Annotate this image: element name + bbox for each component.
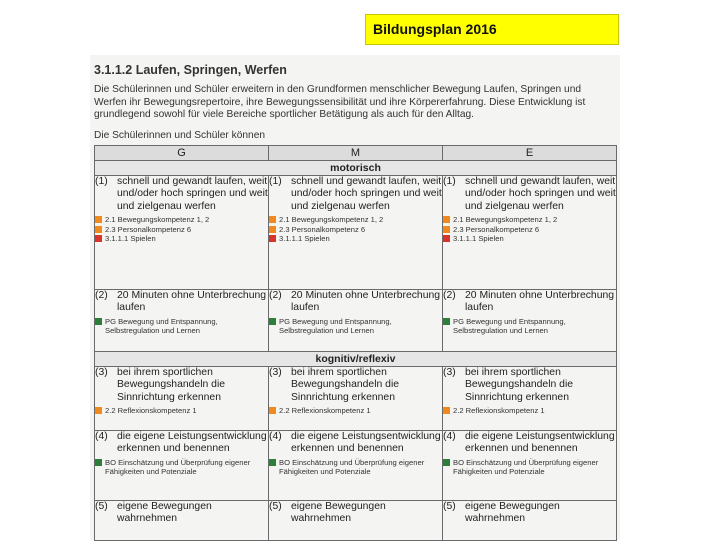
cell-g-2	[95, 290, 269, 352]
cell-m-3	[269, 367, 443, 431]
title-banner	[365, 14, 619, 45]
item-number: (1)	[269, 176, 282, 187]
item-number: (3)	[95, 367, 108, 378]
green-square-icon	[269, 459, 276, 466]
item-text: eigene Bewegungen wahrnehmen	[291, 501, 386, 525]
orange-square-icon	[269, 216, 276, 223]
item-text: 20 Minuten ohne Unterbrechung laufen	[465, 290, 615, 314]
category-row	[95, 352, 617, 367]
section-title: 3.1.1.2 Laufen, Springen, Werfen	[94, 63, 287, 77]
red-square-icon	[269, 235, 276, 242]
item-number: (4)	[95, 431, 108, 442]
red-square-icon	[95, 235, 102, 242]
cell-m-5	[269, 501, 443, 541]
item-text: 20 Minuten ohne Unterbrechung laufen	[291, 290, 441, 314]
table-row	[95, 431, 617, 501]
orange-square-icon	[269, 407, 276, 414]
orange-square-icon	[269, 226, 276, 233]
cell-m-2	[269, 290, 443, 352]
category-row	[95, 161, 617, 176]
header-row	[95, 146, 617, 161]
item-text: die eigene Leistungsentwicklung erkennen und benennen	[291, 431, 441, 455]
cell-e-5	[443, 501, 617, 541]
item-number: (3)	[269, 367, 282, 378]
column-header-g: G	[95, 146, 269, 161]
ref-text: 2.1 Bewegungskompetenz 1, 2	[453, 215, 558, 225]
item-number: (5)	[95, 501, 108, 512]
cell-m-4	[269, 431, 443, 501]
green-square-icon	[269, 318, 276, 325]
document-page	[90, 55, 620, 540]
ref-text: 3.1.1.1 Spielen	[279, 234, 330, 244]
ref-text: PG Bewegung und Entspannung, Selbstregulation und Lernen	[453, 316, 566, 336]
banner-title: Bildungsplan 2016	[373, 21, 497, 37]
green-square-icon	[443, 318, 450, 325]
ref-text: BO Einschätzung und Überprüfung eigener Fähigkeiten und Potenziale	[279, 457, 425, 477]
table-row	[95, 501, 617, 541]
item-number: (1)	[95, 176, 108, 187]
item-number: (1)	[443, 176, 456, 187]
item-text: eigene Bewegungen wahrnehmen	[117, 501, 212, 525]
item-text: die eigene Leistungsentwicklung erkennen und benennen	[465, 431, 615, 455]
ref-text: 2.2 Reflexionskompetenz 1	[105, 406, 197, 416]
item-number: (5)	[443, 501, 456, 512]
ref-text: 3.1.1.1 Spielen	[453, 234, 504, 244]
item-number: (4)	[269, 431, 282, 442]
cell-e-2	[443, 290, 617, 352]
competency-table	[94, 145, 617, 541]
cell-e-1	[443, 176, 617, 290]
category-motorisch: motorisch	[95, 161, 617, 176]
orange-square-icon	[443, 216, 450, 223]
cell-m-1	[269, 176, 443, 290]
ref-text: 2.2 Reflexionskompetenz 1	[453, 406, 545, 416]
ref-text: 3.1.1.1 Spielen	[105, 234, 156, 244]
ref-text: 2.1 Bewegungskompetenz 1, 2	[105, 215, 210, 225]
ref-text: 2.3 Personalkompetenz 6	[453, 224, 540, 234]
item-text: 20 Minuten ohne Unterbrechung laufen	[117, 290, 267, 314]
red-square-icon	[443, 235, 450, 242]
cell-g-4	[95, 431, 269, 501]
cell-e-4	[443, 431, 617, 501]
item-text: bei ihrem sportlichen Bewegungshandeln die Sinnrichtung erkennen	[465, 367, 574, 403]
table-row	[95, 176, 617, 290]
item-text: schnell und gewandt laufen, weit und/oder hoch springen und weit und zielgenau werfen	[465, 176, 616, 212]
category-kognitiv: kognitiv/reflexiv	[95, 352, 617, 367]
green-square-icon	[95, 459, 102, 466]
green-square-icon	[443, 459, 450, 466]
ref-text: BO Einschätzung und Überprüfung eigener Fähigkeiten und Potenziale	[453, 457, 599, 477]
ref-text: BO Einschätzung und Überprüfung eigener Fähigkeiten und Potenziale	[105, 457, 251, 477]
ref-text: 2.2 Reflexionskompetenz 1	[279, 406, 371, 416]
orange-square-icon	[95, 216, 102, 223]
item-number: (3)	[443, 367, 456, 378]
green-square-icon	[95, 318, 102, 325]
cell-g-1	[95, 176, 269, 290]
ref-text: PG Bewegung und Entspannung, Selbstregulation und Lernen	[279, 316, 392, 336]
item-number: (5)	[269, 501, 282, 512]
item-text: schnell und gewandt laufen, weit und/oder hoch springen und weit und zielgenau werfen	[291, 176, 442, 212]
lead-sentence: Die Schülerinnen und Schüler können	[94, 130, 266, 141]
orange-square-icon	[443, 407, 450, 414]
cell-g-5	[95, 501, 269, 541]
ref-text: 2.3 Personalkompetenz 6	[279, 224, 366, 234]
item-number: (2)	[443, 290, 456, 301]
intro-paragraph: Die Schülerinnen und Schüler erweitern in den Grundformen menschlicher Bewegung Laufen, Springen und Werfen ihr Bewegungsrepertoire, ihre Bewegungssensibilität und ihre Körpererfahrung. Diese Entwicklung ist grundlegend sowohl für viele Bereiche sportlicher Betätigung als auch für den Alltag.	[94, 84, 586, 120]
item-number: (2)	[95, 290, 108, 301]
table-row	[95, 367, 617, 431]
item-text: bei ihrem sportlichen Bewegungshandeln die Sinnrichtung erkennen	[117, 367, 226, 403]
item-text: bei ihrem sportlichen Bewegungshandeln die Sinnrichtung erkennen	[291, 367, 400, 403]
item-number: (4)	[443, 431, 456, 442]
item-text: die eigene Leistungsentwicklung erkennen und benennen	[117, 431, 267, 455]
cell-e-3	[443, 367, 617, 431]
column-header-e: E	[443, 146, 617, 161]
orange-square-icon	[95, 407, 102, 414]
orange-square-icon	[443, 226, 450, 233]
ref-text: 2.1 Bewegungskompetenz 1, 2	[279, 215, 384, 225]
item-text: eigene Bewegungen wahrnehmen	[465, 501, 560, 525]
ref-text: PG Bewegung und Entspannung, Selbstregulation und Lernen	[105, 316, 218, 336]
item-text: schnell und gewandt laufen, weit und/oder hoch springen und weit und zielgenau werfen	[117, 176, 268, 212]
column-header-m: M	[269, 146, 443, 161]
item-number: (2)	[269, 290, 282, 301]
cell-g-3	[95, 367, 269, 431]
table-row	[95, 290, 617, 352]
orange-square-icon	[95, 226, 102, 233]
ref-text: 2.3 Personalkompetenz 6	[105, 224, 192, 234]
